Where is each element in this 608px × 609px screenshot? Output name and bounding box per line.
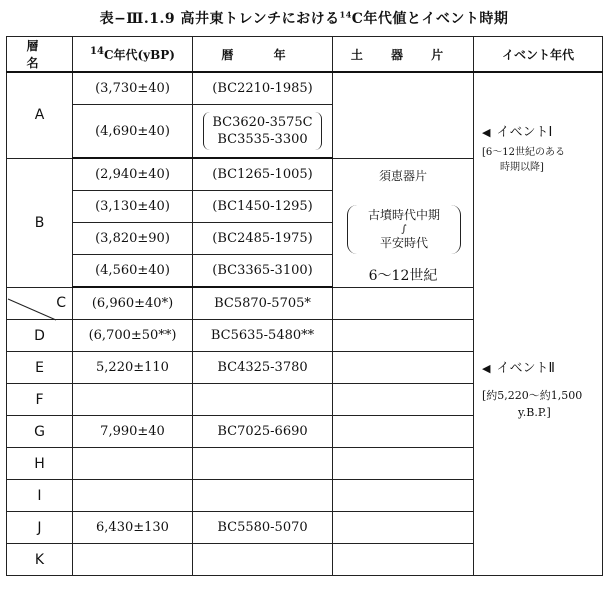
event2-name: イベントⅡ: [496, 361, 555, 376]
title-superscript: 14: [339, 9, 352, 20]
calendar-cell: BC4325-3780: [193, 352, 333, 384]
calendar-line: BC3535-3300: [217, 132, 308, 147]
pottery-label: 須恵器片: [378, 168, 427, 183]
pottery-cell: [333, 416, 474, 448]
layer-cell: J: [7, 512, 73, 544]
c14-cell: (4,690±40): [73, 105, 193, 159]
c14-cell: 5,220±110: [73, 352, 193, 384]
header-c14-label: C年代(yBP): [103, 47, 175, 62]
c14-cell: (6,960±40*): [73, 287, 193, 320]
event1: [482, 121, 604, 140]
layer-c-diagonal: [6, 298, 72, 321]
pottery-cell: [333, 320, 474, 352]
calendar-cell: [193, 105, 333, 159]
header-pottery: 土 器 片: [333, 37, 474, 73]
pottery-range: 6〜12世紀: [368, 267, 438, 284]
c14-cell: (3,130±40): [73, 191, 193, 223]
layer-cell: B: [7, 158, 73, 287]
layer-cell: D: [7, 320, 73, 352]
event1-note-line2: 時期以降]: [500, 162, 544, 173]
calendar-cell: BC5635-5480**: [193, 320, 333, 352]
calendar-cell: BC7025-6690: [193, 416, 333, 448]
calendar-cell: BC5870-5705*: [193, 287, 333, 320]
pottery-cell: [333, 544, 474, 576]
event2-note-line2: y.B.P.]: [518, 406, 551, 419]
layer-cell: I: [7, 480, 73, 512]
c14-cell: [73, 384, 193, 416]
calendar-cell: [193, 544, 333, 576]
radiocarbon-table: [6, 36, 603, 576]
c14-cell: [73, 448, 193, 480]
layer-cell: H: [7, 448, 73, 480]
header-c14-sup: 14: [90, 45, 104, 57]
calendar-cell: (BC1265-1005): [193, 158, 333, 191]
layer-cell: F: [7, 384, 73, 416]
event2-note: [482, 387, 600, 421]
pottery-line2: ∫: [401, 223, 407, 235]
table-title: [0, 8, 608, 28]
c14-cell: [73, 480, 193, 512]
layer-cell: E: [7, 352, 73, 384]
calendar-cell: (BC2485-1975): [193, 223, 333, 255]
title-suffix: C年代値とイベント時期: [351, 11, 509, 27]
pottery-line3: 平安時代: [379, 235, 428, 250]
pottery-cell: [333, 287, 474, 320]
layer-cell: A: [7, 72, 73, 158]
calendar-cell: (BC1450-1295): [193, 191, 333, 223]
table-row: [7, 72, 603, 105]
header-c14: [73, 37, 193, 73]
header-row: [7, 37, 603, 73]
event-cell: [474, 72, 603, 576]
pottery-cell: [333, 352, 474, 384]
c14-cell: (6,700±50**): [73, 320, 193, 352]
calendar-cell: (BC2210-1985): [193, 72, 333, 105]
pottery-line1: 古墳時代中期: [367, 207, 440, 222]
event1-note: [482, 145, 600, 175]
calendar-cell: (BC3365-3100): [193, 255, 333, 288]
layer-cell: G: [7, 416, 73, 448]
calendar-cell: [193, 384, 333, 416]
title-prefix: 表−Ⅲ.1.9 高井東トレンチにおける: [99, 11, 340, 27]
triangle-marker-icon: ◀: [482, 126, 491, 139]
header-event: イベント年代: [474, 37, 603, 73]
c14-cell: (2,940±40): [73, 158, 193, 191]
event1-name: イベントⅠ: [496, 125, 553, 140]
calendar-cell: [193, 480, 333, 512]
layer-cell: K: [7, 544, 73, 576]
c14-cell: (3,730±40): [73, 72, 193, 105]
pottery-cell: [333, 512, 474, 544]
pottery-bracket: [347, 205, 461, 254]
event2: [482, 357, 604, 376]
calendar-line: BC3620-3575C: [212, 115, 313, 130]
layer-cell: C: [7, 287, 73, 320]
header-layer: 層 名: [7, 37, 73, 73]
calendar-cell: BC5580-5070: [193, 512, 333, 544]
pottery-cell: [333, 448, 474, 480]
header-calendar: 暦 年: [193, 37, 333, 73]
calendar-cell: [193, 448, 333, 480]
c14-cell: (3,820±90): [73, 223, 193, 255]
triangle-marker-icon: ◀: [482, 362, 491, 375]
pottery-cell: [333, 158, 474, 287]
pottery-cell: [333, 384, 474, 416]
calendar-bracket: [203, 112, 321, 150]
c14-cell: 7,990±40: [73, 416, 193, 448]
event2-note-line1: [約5,220〜約1,500: [482, 389, 583, 402]
pottery-cell: [333, 480, 474, 512]
event1-note-line1: [6〜12世紀のある: [482, 147, 565, 158]
pottery-cell: [333, 72, 474, 158]
c14-cell: 6,430±130: [73, 512, 193, 544]
c14-cell: [73, 544, 193, 576]
c14-cell: (4,560±40): [73, 255, 193, 288]
